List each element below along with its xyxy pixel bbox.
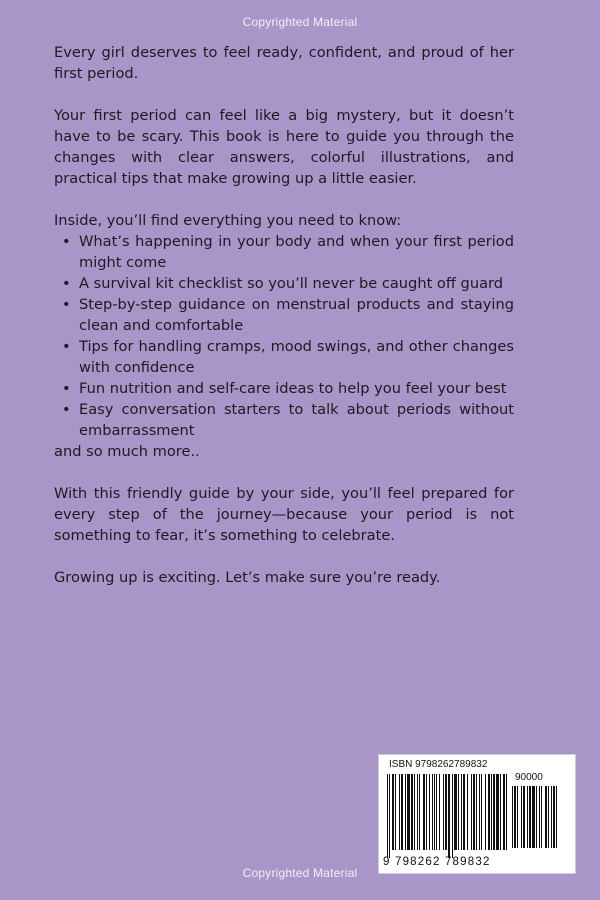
inside-heading: Inside, you’ll find everything you need to know:	[54, 212, 402, 229]
and-more-text: and so much more..	[54, 443, 200, 460]
watermark-top: Copyrighted Material	[242, 15, 358, 29]
addon-barcode-bars	[512, 786, 568, 856]
isbn-label: ISBN 9798262789832	[389, 759, 488, 770]
barcode-digits: 9 798262 789832	[383, 856, 491, 868]
back-cover-text	[54, 42, 514, 609]
isbn-barcode	[378, 754, 576, 874]
barcode-bars	[387, 774, 507, 858]
intro-paragraph: Every girl deserves to feel ready, confident, and proud of her first period.	[54, 44, 514, 82]
price-code: 90000	[515, 772, 543, 783]
feature-item: • Easy conversation starters to talk about periods without embarrassment	[54, 399, 514, 441]
description-paragraph: Your first period can feel like a big mystery, but it doesn’t have to be scary. This book is here to guide you through the changes with clear answers, colorful illustrations, and practical tips that make growing up a little easier.	[54, 107, 514, 187]
feature-item: • Tips for handling cramps, mood swings, and other changes with confidence	[54, 336, 514, 378]
feature-item: • Fun nutrition and self-care ideas to help you feel your best	[54, 378, 514, 399]
feature-item: • A survival kit checklist so you’ll never be caught off guard	[54, 273, 514, 294]
feature-list	[54, 231, 514, 441]
feature-item: • What’s happening in your body and when your first period might come	[54, 231, 514, 273]
closing-line: Growing up is exciting. Let’s make sure you’re ready.	[54, 569, 441, 586]
encouragement-paragraph: With this friendly guide by your side, you’ll feel prepared for every step of the journey—because your period is not something to fear, it’s something to celebrate.	[54, 485, 514, 544]
feature-item: • Step-by-step guidance on menstrual products and staying clean and comfortable	[54, 294, 514, 336]
watermark-bottom: Copyrighted Material	[242, 866, 358, 880]
